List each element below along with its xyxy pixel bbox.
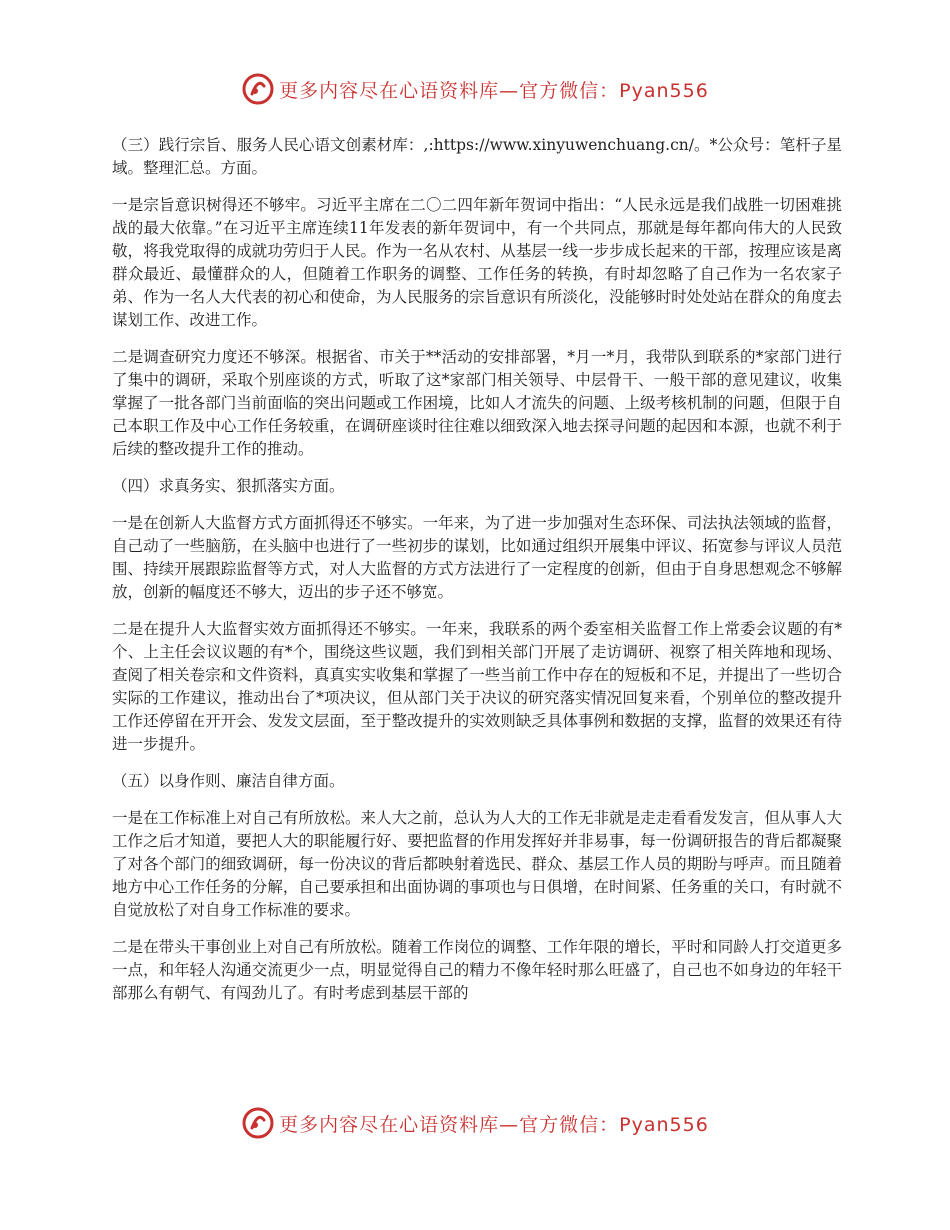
paragraph: 一是宗旨意识树得还不够牢。习近平主席在二〇二四年新年贺词中指出：“人民永远是我们战胜一切困难挑战的最大依靠。”在习近平主席连续11年发表的新年贺词中，有一个共同点，那就是每年都向伟大的人民致敬，将我党取得的成就功劳归于人民。作为一名从农村、从基层一线一步步成长起来的干部，按理应该是离群众最近、最懂群众的人，但随着工作职务的调整、工作任务的转换，有时却忽略了自己作为一名农家子弟、作为一名人大代表的初心和使命，为人民服务的宗旨意识有所淡化，没能够时时处处站在群众的角度去谋划工作、改进工作。	[112, 196, 842, 329]
paragraph: 二是在带头干事创业上对自己有所放松。随着工作岗位的调整、工作年限的增长，平时和同龄人打交道更多一点，和年轻人沟通交流更少一点，明显觉得自己的精力不像年轻时那么旺盛了，自己也不如身边的年轻干部那么有朝气、有闯劲儿了。有时考虑到基层干部的	[112, 938, 842, 1002]
paragraph: 一是在创新人大监督方式方面抓得还不够实。一年来，为了进一步加强对生态环保、司法执法领域的监督，自己动了一些脑筋，在头脑中也进行了一些初步的谋划，比如通过组织开展集中评议、拓宽参与评议人员范围、持续开展跟踪监督等方式，对人大监督的方式方法进行了一定程度的创新，但由于自身思想观念不够解放，创新的幅度还不够大，迈出的步子还不够宽。	[112, 514, 842, 601]
brand-logo-icon	[241, 72, 275, 106]
document-body	[112, 134, 842, 1019]
header-banner	[0, 72, 950, 106]
footer-banner-text: 更多内容尽在心语资料库—官方微信：Pyan556	[279, 1113, 709, 1136]
paragraph: 一是在工作标准上对自己有所放松。来人大之前，总认为人大的工作无非就是走走看看发发言，但从事人大工作之后才知道，要把人大的职能履行好、要把监督的作用发挥好并非易事，每一份调研报告的背后都凝聚了对各个部门的细致调研，每一份决议的背后都映射着选民、群众、基层工作人员的期盼与呼声。而且随着地方中心工作任务的分解，自己要承担和出面协调的事项也与日俱增，在时间紧、任务重的关口，有时就不自觉放松了对自身工作标准的要求。	[112, 809, 842, 919]
paragraph: 二是在提升人大监督实效方面抓得还不够实。一年来，我联系的两个委室相关监督工作上常委会议题的有*个、上主任会议议题的有*个，围绕这些议题，我们到相关部门开展了走访调研、视察了相关阵地和现场、查阅了相关卷宗和文件资料，真真实实收集和掌握了一些当前工作中存在的短板和不足，并提出了一些切合实际的工作建议，推动出台了*项决议，但从部门关于决议的研究落实情况回复来看，个别单位的整改提升工作还停留在开开会、发发文层面，至于整改提升的实效则缺乏具体事例和数据的支撑，监督的效果还有待进一步提升。	[112, 620, 842, 753]
brand-logo-icon	[241, 1106, 275, 1140]
paragraph-section-3-heading: （三）践行宗旨、服务人民心语文创素材库：,:https://www.xinyuwenchuang.cn/。*公众号：笔杆子星域。整理汇总。方面。	[112, 136, 842, 177]
section-5-heading: （五）以身作则、廉洁自律方面。	[112, 772, 345, 790]
section-4-heading: （四）求真务实、狠抓落实方面。	[112, 477, 345, 495]
paragraph: 二是调查研究力度还不够深。根据省、市关于**活动的安排部署，*月一*月，我带队到联系的*家部门进行了集中的调研，采取个别座谈的方式，听取了这*家部门相关领导、中层骨干、一般干部的意见建议，收集掌握了一批各部门当前面临的突出问题或工作困境，比如人才流失的问题、上级考核机制的问题，但限于自己本职工作及中心工作任务较重，在调研座谈时往往难以细致深入地去探寻问题的起因和本源，也就不利于后续的整改提升工作的推动。	[112, 348, 842, 458]
footer-banner	[0, 1106, 950, 1140]
header-banner-text: 更多内容尽在心语资料库—官方微信：Pyan556	[279, 79, 709, 102]
